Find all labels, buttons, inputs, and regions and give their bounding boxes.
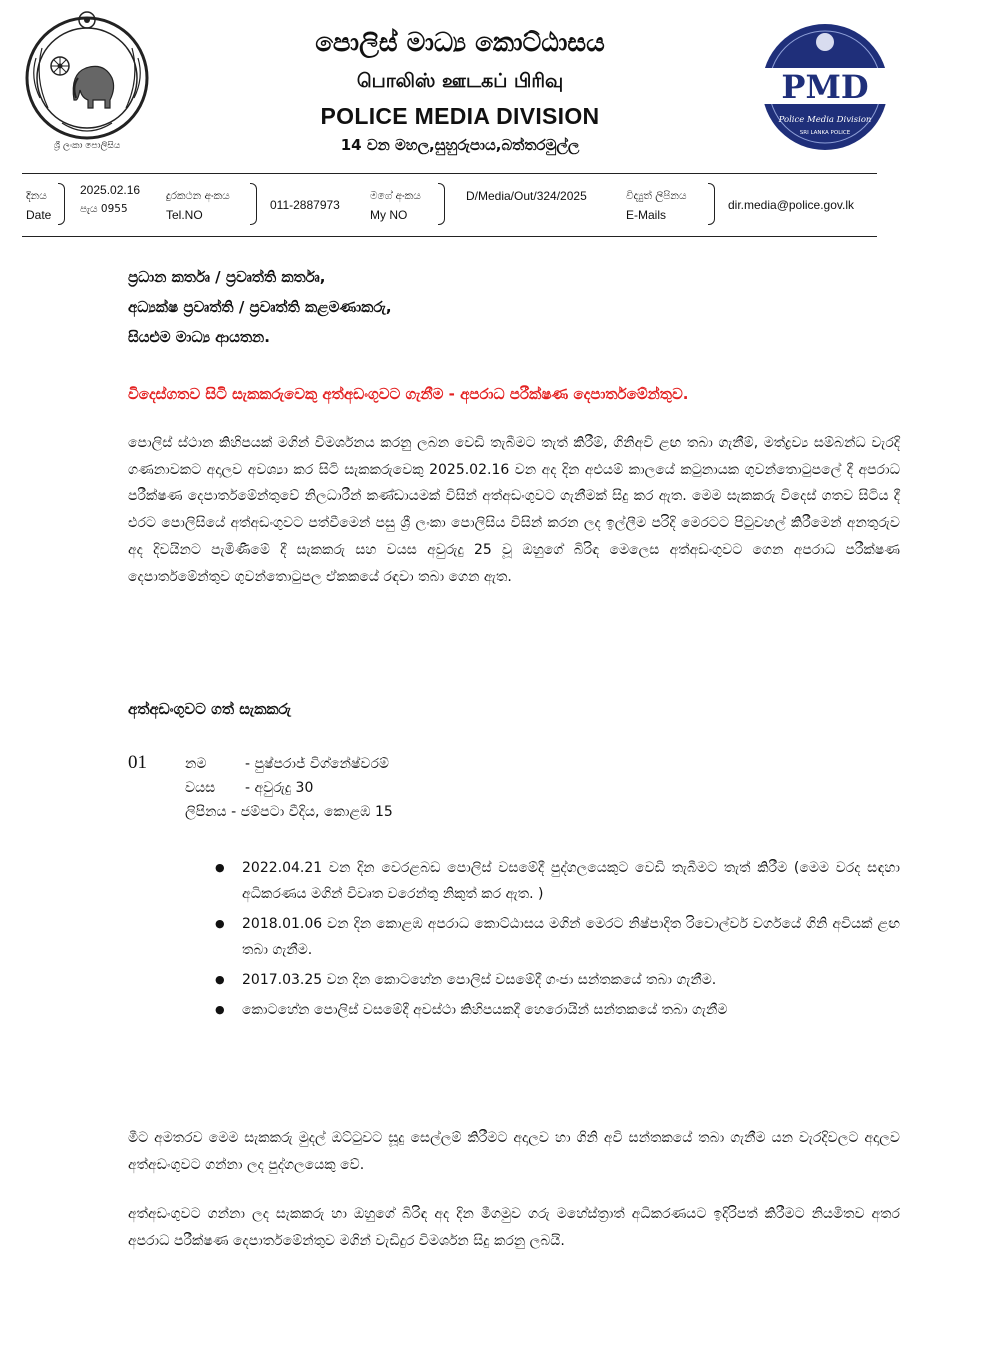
pmd-logo-text: PMD [781,68,869,106]
section-heading: අත්අඩංගුවට ගත් සැකකරු [128,700,292,718]
addressee-line: සියළුම මාධ්‍ය ආයතන. [128,328,270,346]
body-paragraph-3: අත්අඩංගුවට ගන්නා ලද සැකකරු හා ඔහුගේ බිරිඳ අද දින මීගමුව ගරු මහේස්ත්‍රාත් අධිකරණයට ඉදිරිපත් කිරීමට නියමිතව අතර අපරාධ පරීක්ෂණ දෙපාර්තමේන්තුව මගින් වැඩිදුර විමර්ශන සිදු කරනු ලබයි. [128,1206,900,1249]
date-value-block [80,181,140,219]
date-value: 2025.02.16 [80,183,141,197]
suspect-details [185,752,393,824]
tel-brace [250,183,257,225]
emblem-caption: ශ්‍රී ලංකා පොලිසිය [53,141,121,151]
date-label-block [26,187,51,225]
list-item: ● 2022.04.21 වන දින වෙරළබඩ පොලිස් වසමේදී පුද්ගලයෙකුට වෙඩි තැබීමට තැත් කිරීම (මෙම වරද සඳහා අධිකරණය මගින් විවෘත වරෙන්තු නිකුත් කර ඇත. ) [210,855,900,907]
tel-label-block [166,187,230,225]
header-address: 14 වන මහල,සුහුරුපාය,බත්තරමුල්ල [340,136,580,154]
header-title-tamil: பொலிஸ் ஊடகப் பிரிவு [356,70,564,92]
addressee-line: අධ්‍යක්ෂ ප්‍රවෘත්ති / ප්‍රවෘත්ති කළමණාකරු, [128,298,392,316]
tel-label-en: Tel.NO [166,208,203,222]
tel-label-si: දුරකථන අංකය [166,190,230,202]
address-value: - ජම්පටා වීදිය, කොළඹ 15 [231,804,393,820]
pmd-logo-sub-text: SRI LANKA POLICE [799,130,851,136]
pmd-logo-ring-text: Police Media Division [778,115,872,125]
header-title-sinhala: පොලිස් මාධ්‍ය කොට්ඨාසය [315,28,605,58]
police-emblem-icon [22,8,152,160]
addressee-line: ප්‍රධාන කර්තෘ / ප්‍රවෘත්ති කර්තෘ, [128,268,326,286]
myno-label-block [370,187,421,225]
age-label: වයස [185,780,216,796]
myno-value: D/Media/Out/324/2025 [466,189,587,203]
suspect-number: 01 [128,752,147,773]
email-label-si: විද්‍යුත් ලිපිනය [626,190,687,202]
subject-heading: විදෙස්ගතව සිටි සැකකරුවෙකු අත්අඩංගුවට ගැනීම - අපරාධ පරීක්ෂණ දෙපාර්තමේන්තුව. [128,385,689,403]
name-value: - පුෂ්පරාජ් විග්නේෂ්වරම් [245,756,389,772]
myno-label-en: My NO [370,208,408,222]
pmd-logo-icon [760,22,890,152]
date-label-si: දිනය [26,190,47,202]
list-item: ● 2018.01.06 වන දින කොළඹ අපරාධ කොට්ඨාසය මගින් මෙරට නිෂ්පාදිත රිවොල්වර් වර්ගයේ ගිනි අවියක් ළඟ තබා ගැනීම. [210,911,900,963]
body-paragraph-1: පොලිස් ස්ථාන කිහිපයක් මගින් විමර්ශනය කරනු ලබන වෙඩි තැබීමට තැත් කිරීම්, ගිනිඅවි ළඟ තබා ගැනීම්, මත්ද්‍රව්‍ය සම්බන්ධ වැරදි ගණනාවකට අදාලව අවශ්‍යා කර සිටි සැකකරුවෙකු 2025.02.16 වන අද දින අළුයම් කාලයේ කටුනායක ගුවන්තොටුපලේ දී අපරාධ පරීක්ෂණ දෙපාර්තමේන්තුවේ නිලධාරීන් කණ්ඩායමක් විසින් අත්අඩංගුවට ගැනීමක් සිදු කර ඇත. මෙම සැකකරු විදෙස් ගතව සිටිය දී එරට පොලිසියේ අත්අඩංගුවට පත්වීමෙන් පසු ශ්‍රී ලංකා පොලිසිය විසින් කරන ලද ඉල්ලීම පරිදි මෙරටට පිටුවහල් කිරීමෙන් අනතුරුව අද දිවයිනට පැමිණීමේ දී සැකකරු සහ වයස අවුරුදු 25 වූ ඔහුගේ බිරිඳ මෙලෙස අත්අඩංගුවට ගෙන අපරාධ පරීක්ෂණ දෙපාර්තමේන්තුව ගුවන්තොටුපල ඒකකයේ රඳවා තබා ගෙන ඇත. [128,435,900,585]
addressee-block [128,262,392,352]
age-value: - අවුරුදු 30 [245,780,314,796]
header-title-english: POLICE MEDIA DIVISION [320,103,600,129]
email-label-en: E-Mails [626,208,667,222]
tel-value: 011-2887973 [270,198,340,212]
list-item: ● කොටහේන පොලිස් වසමේදී අවස්ථා කිහිපයකදී හෙරොයින් සන්තකයේ තබා ගැනීම [210,997,900,1023]
offence-list [210,855,900,1027]
time-value: පැය 0955 [80,203,128,215]
date-label-en: Date [26,208,52,222]
info-bottom-rule [22,236,877,237]
email-link[interactable]: dir.media@police.gov.lk [728,198,855,212]
name-label: නම [185,756,207,772]
header-top-rule [22,173,877,174]
email-label-block [626,187,687,225]
myno-label-si: මගේ අංකය [370,190,421,202]
address-label: ලිපිනය [185,804,227,820]
list-item: ● 2017.03.25 වන දින කොටහේන පොලිස් වසමේදී ගංජා සන්තකයේ තබා ගැනීම. [210,967,900,993]
date-brace [58,183,65,225]
myno-brace [438,183,445,225]
body-paragraph-2: මීට අමතරව මෙම සැකකරු මුදල් ඔට්ටුවට සූදු සෙල්ලම් කිරීමට අදාලව හා ගිනි අවි සන්තකයේ තබා ගැනීම යන වැරදිවලට අදාලව අත්අඩංගුවට ගන්නා ලද පුද්ගලයෙකු වේ. [128,1130,900,1173]
email-brace [708,183,715,225]
